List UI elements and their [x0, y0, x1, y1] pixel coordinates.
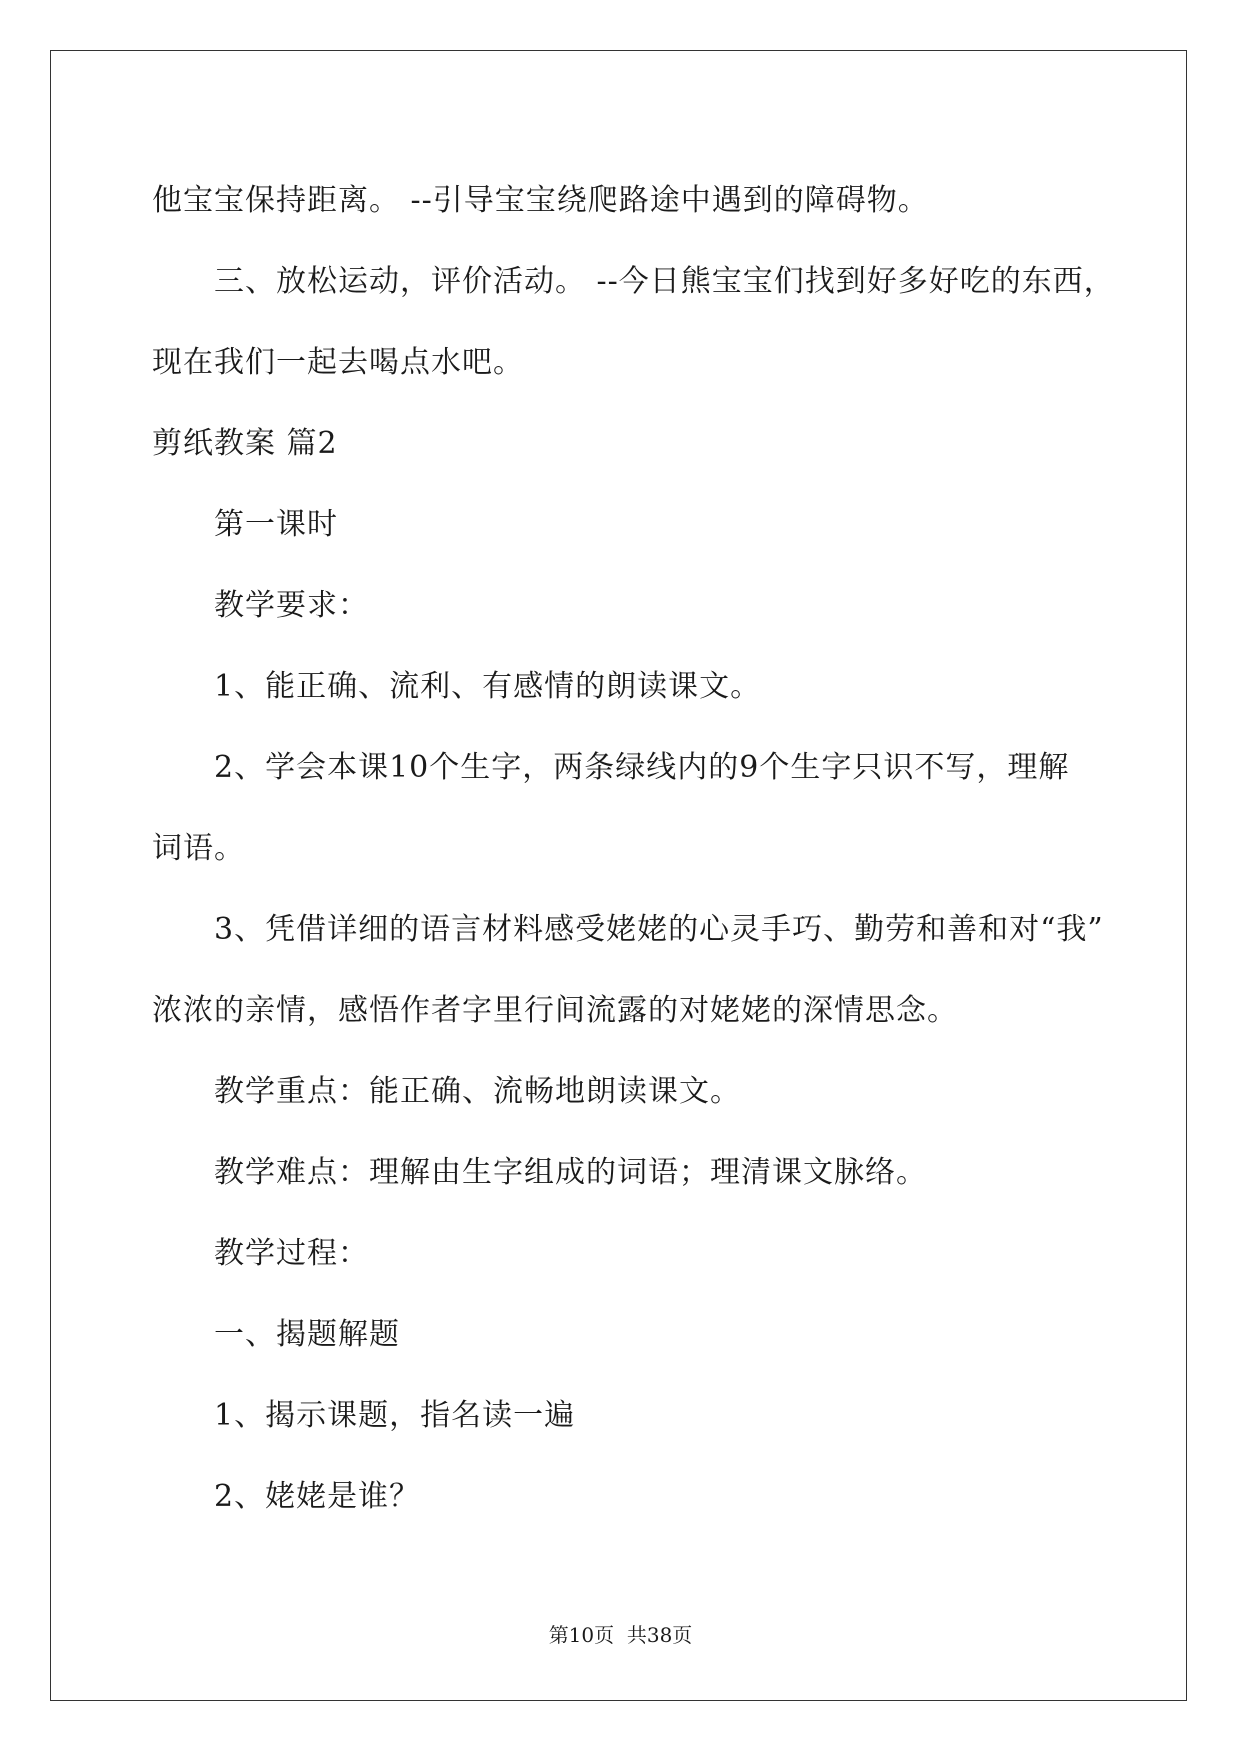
text-line: 1、揭示课题，指名读一遍 [214, 1398, 576, 1433]
document-body [152, 160, 1115, 1537]
text-line: 词语。 [152, 831, 245, 866]
text-line: 教学难点：理解由生字组成的词语；理清课文脉络。 [214, 1155, 927, 1190]
text-line: 2、姥姥是谁？ [214, 1479, 421, 1514]
text-line: 教学过程： [214, 1236, 369, 1271]
text-line: 第一课时 [214, 507, 338, 542]
text-line: 3、凭借详细的语言材料感受姥姥的心灵手巧、勤劳和善和对“我” [214, 912, 1104, 947]
text-line: 1、能正确、流利、有感情的朗读课文。 [214, 669, 762, 704]
text-line: 他宝宝保持距离。 --引导宝宝绕爬路途中遇到的障碍物。 [152, 183, 929, 218]
text-line: 教学要求： [214, 588, 369, 623]
text-line: 浓浓的亲情，感悟作者字里行间流露的对姥姥的深情思念。 [152, 993, 958, 1028]
text-line: 三、放松运动，评价活动。 --今日熊宝宝们找到好多好吃的东西， [214, 264, 1115, 299]
text-line: 一、揭题解题 [214, 1317, 400, 1352]
text-line: 教学重点：能正确、流畅地朗读课文。 [214, 1074, 741, 1109]
page-footer: 第10页 共38页 [548, 1623, 693, 1647]
section-heading: 剪纸教案 篇2 [152, 426, 338, 461]
text-line: 现在我们一起去喝点水吧。 [152, 345, 524, 380]
text-line: 2、学会本课10个生字，两条绿线内的9个生字只识不写，理解 [214, 750, 1070, 785]
